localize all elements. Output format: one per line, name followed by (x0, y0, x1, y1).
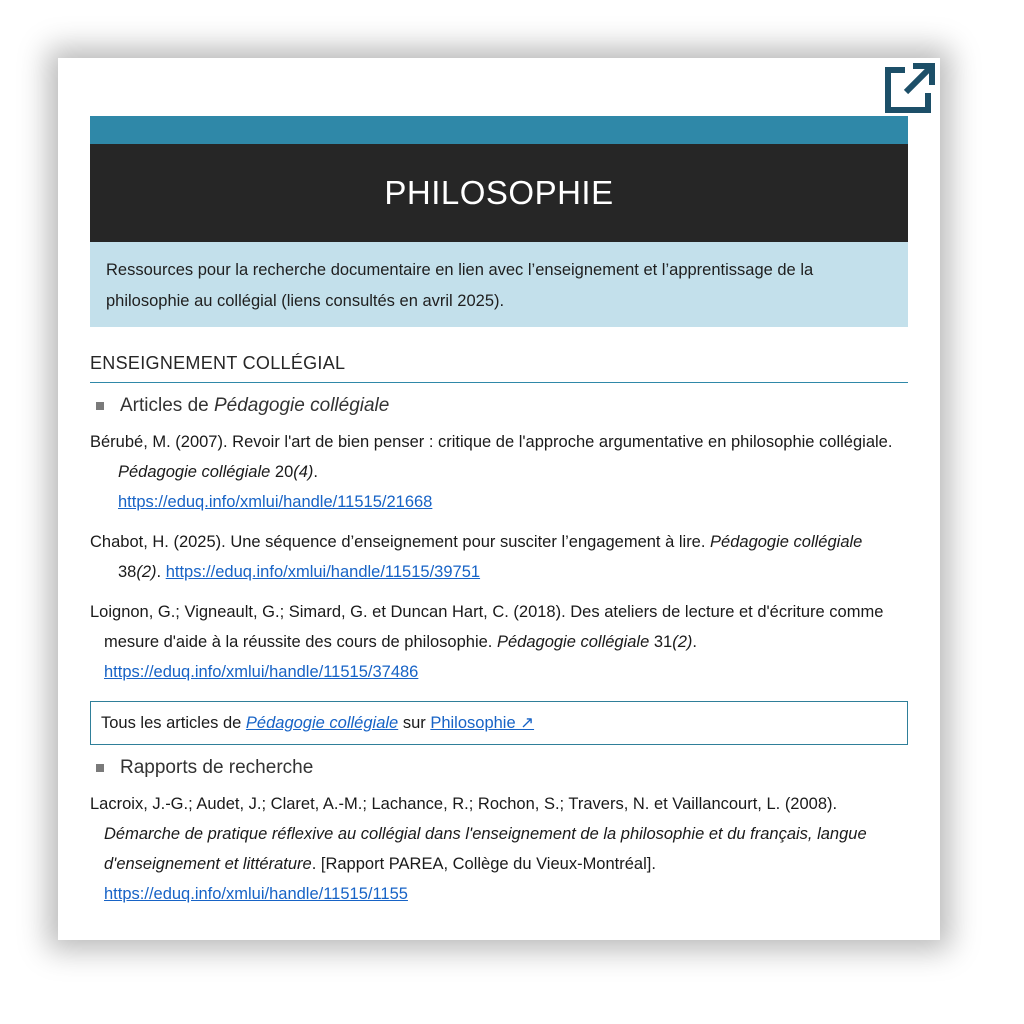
square-bullet-icon (96, 764, 104, 772)
all-articles-box (90, 701, 908, 745)
intro-text: Ressources pour la recherche documentaire en lien avec l’enseignement et l’apprentissage de la philosophie au collégial (liens consultés en avril 2025). (90, 242, 908, 327)
reference-journal: Pédagogie collégiale (710, 533, 863, 551)
reference-volume: 38 (118, 563, 137, 581)
subsection-reports (90, 757, 908, 779)
reference-volume: 20 (274, 463, 294, 481)
subsection-journal: Pédagogie collégiale (213, 395, 390, 416)
open-in-new-icon[interactable] (878, 60, 938, 120)
reference-berube: Bérubé, M. (2007). Revoir l'art de bien penser : critique de l'approche argumentative en philosophie collégiale. Pédagogie collégiale 20(4). https://eduq.info/xmlui/handle/11515/21668 (90, 433, 893, 511)
all-articles-middle: sur (402, 714, 426, 732)
reference-link[interactable]: https://eduq.info/xmlui/handle/11515/1155 (104, 885, 408, 903)
page-title: PHILOSOPHIE (90, 144, 908, 242)
reference-authors: Chabot, H. (2025). Une séquence d’enseignement pour susciter l’engagement à lire. (90, 533, 706, 551)
subsection-prefix: Rapports de recherche (120, 757, 314, 778)
reference-link[interactable]: https://eduq.info/xmlui/handle/11515/37486 (104, 663, 419, 681)
reference-journal: Pédagogie collégiale (496, 633, 650, 651)
reference-journal: Pédagogie collégiale (118, 463, 271, 481)
document-body (90, 116, 908, 909)
reference-authors: Lacroix, J.-G.; Audet, J.; Claret, A.-M.; Lachance, R.; Rochon, S.; Travers, N. et Vaillancourt, L. (2008). (90, 795, 838, 813)
reference-issue: (2) (136, 563, 157, 581)
reference-issue: (4) (293, 463, 314, 481)
square-bullet-icon (96, 402, 104, 410)
topic-link[interactable]: Philosophie ↗ (430, 714, 535, 732)
reference-link[interactable]: https://eduq.info/xmlui/handle/11515/21668 (118, 493, 433, 511)
header-accent-bar (90, 116, 908, 144)
section-heading: ENSEIGNEMENT COLLÉGIAL (90, 353, 908, 383)
document-card (58, 58, 940, 940)
reference-link[interactable]: https://eduq.info/xmlui/handle/11515/39751 (165, 563, 481, 581)
reference-chabot: Chabot, H. (2025). Une séquence d’enseignement pour susciter l’engagement à lire. Pédagogie collégiale 38(2). https://eduq.info/xmlui/handle/11515/39751 (90, 533, 863, 581)
reference-title: Démarche de pratique réflexive au collégial dans l'enseignement de la philosophie et du français, langue d'enseignement et littérature (104, 825, 867, 873)
journal-link[interactable] (246, 714, 398, 732)
reference-publisher: . [Rapport PAREA, Collège du Vieux-Montréal]. (311, 855, 656, 873)
subsection-prefix: Articles de (120, 395, 209, 416)
all-articles-prefix: Tous les articles de (101, 714, 242, 732)
reference-issue: (2) (672, 633, 693, 651)
subsection-articles (90, 395, 908, 417)
reference-authors: Bérubé, M. (2007). Revoir l'art de bien penser : critique de l'approche argumentative en philosophie collégiale. (90, 433, 893, 451)
reference-lacroix (90, 789, 908, 909)
reference-loignon: Loignon, G.; Vigneault, G.; Simard, G. et Duncan Hart, C. (2018). Des ateliers de lecture et d'écriture comme mesure d'aide à la réussite des cours de philosophie. Pédagogie collégiale 31(2). https://eduq.info/xmlui/handle/11515/37486 (90, 603, 884, 681)
journal-link-text: Pédagogie collégiale (245, 714, 399, 732)
reference-volume: 31 (653, 633, 673, 651)
reference-authors: Loignon, G.; Vigneault, G.; Simard, G. et Duncan Hart, C. (2018). Des ateliers de lecture et d'écriture comme mesure d'aide à la réussite des cours de philosophie. (90, 603, 884, 651)
